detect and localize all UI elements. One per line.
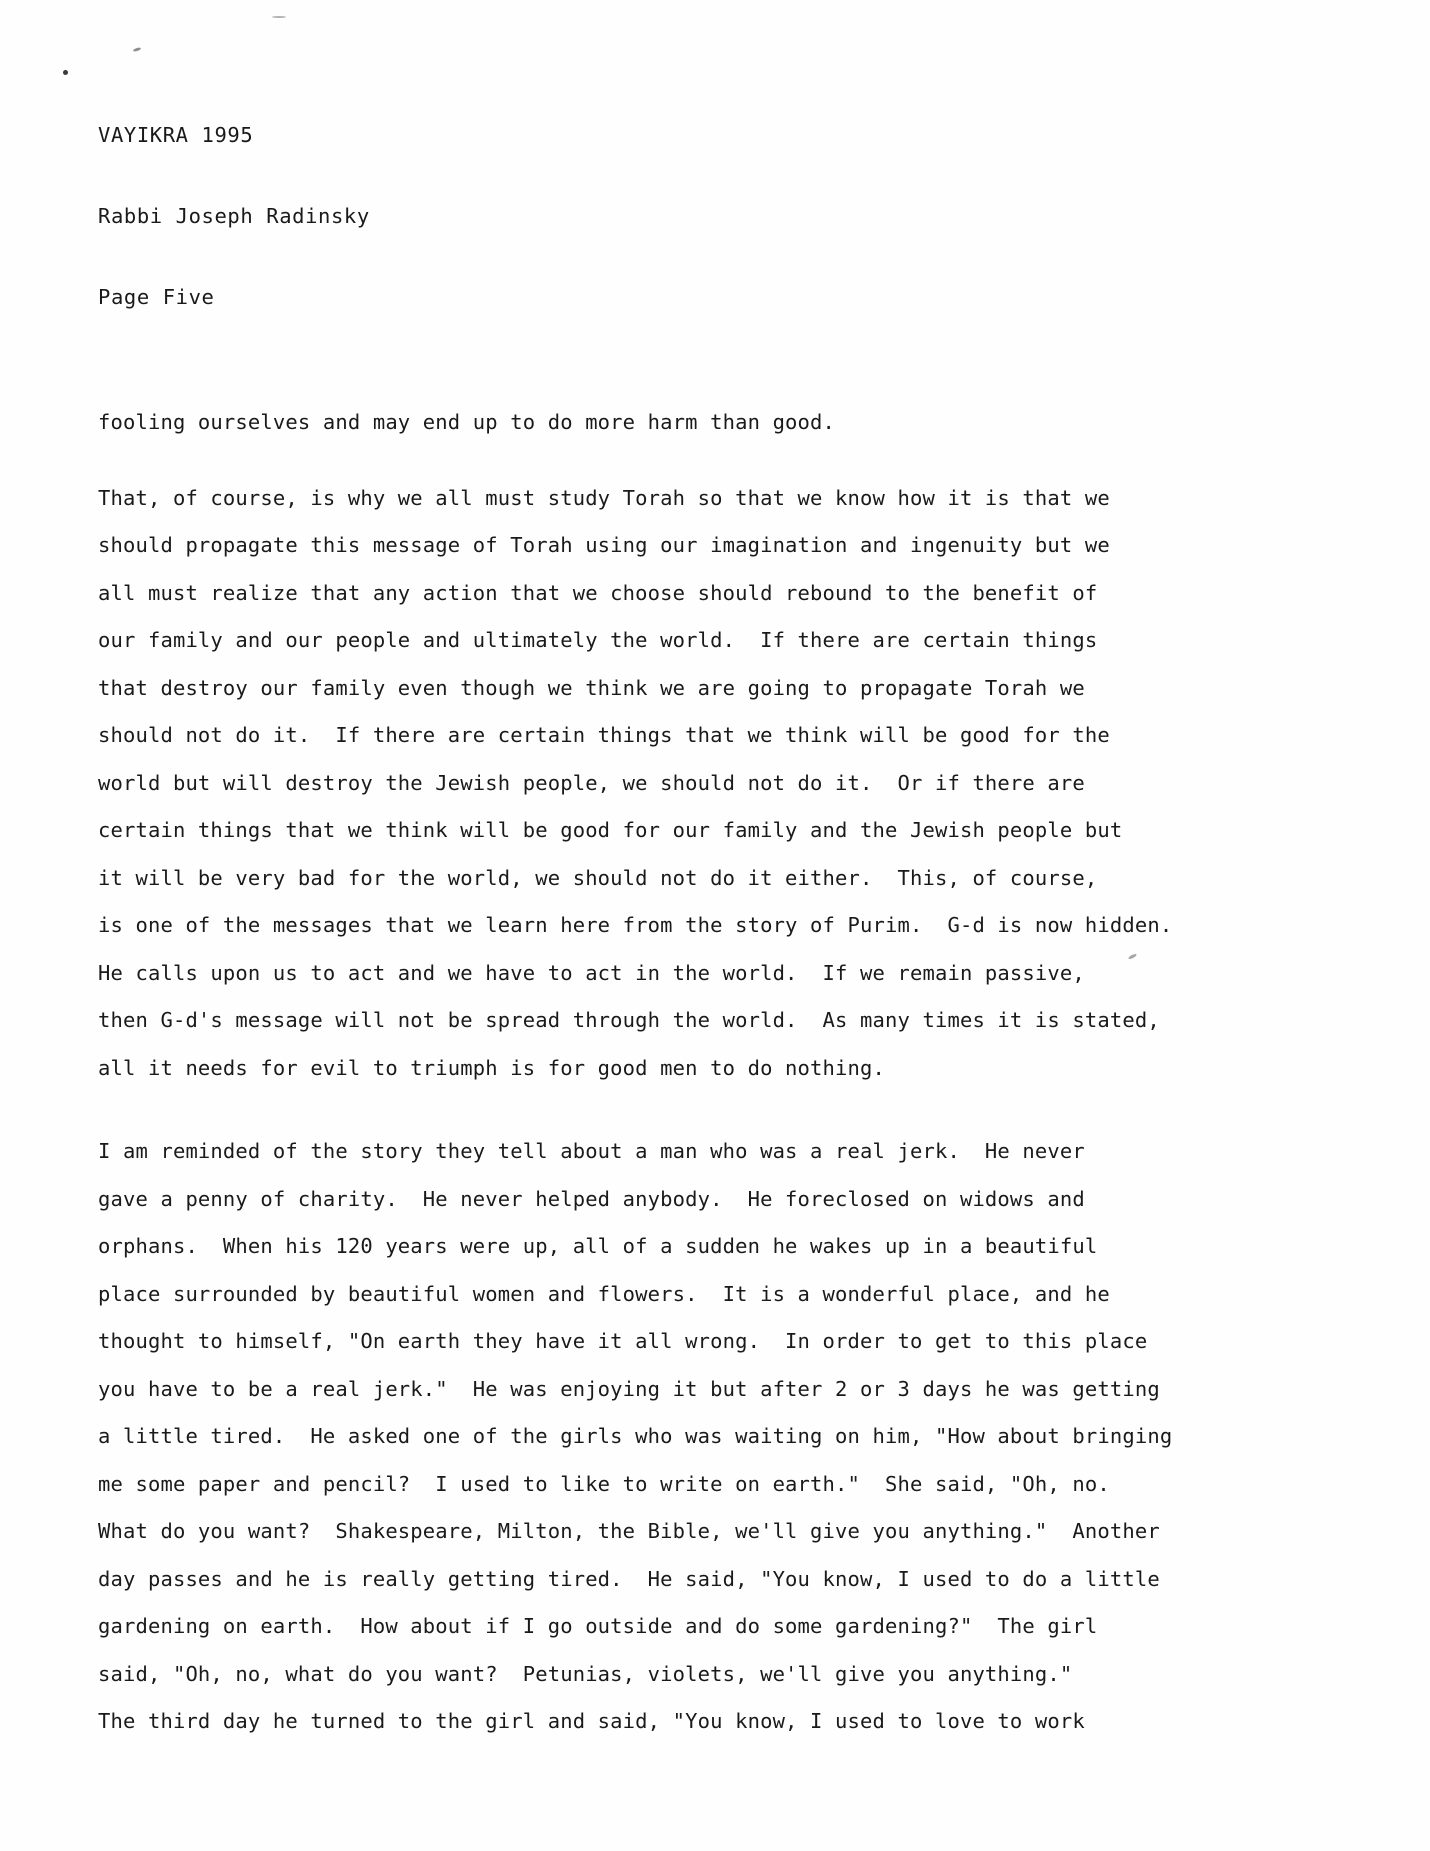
text-line: our family and our people and ultimately the world. If there are certain things (98, 628, 1098, 652)
text-line: He calls upon us to act and we have to act in the world. If we remain passive, (98, 960, 1085, 985)
text-line: all it needs for evil to triumph is for good men to do nothing. (98, 1055, 885, 1080)
spacer (98, 365, 1098, 399)
text-line: then G-d's message will not be spread through the world. As many times it is stated, (98, 1008, 1160, 1032)
text-line: world but will destroy the Jewish people, we should not do it. Or if there are (98, 770, 1085, 795)
text-line: it will be very bad for the world, we should not do it either. This, of course, (98, 865, 1098, 890)
text-line: The third day he turned to the girl and said, "You know, I used to love to work (98, 1709, 1085, 1733)
document-body (98, 68, 1173, 1746)
paragraph-study-torah (98, 475, 1173, 1093)
text-line: you have to be a real jerk." He was enjoying it but after 2 or 3 days he was getting (98, 1376, 1160, 1401)
text-line: a little tired. He asked one of the girls who was waiting on him, "How about bringing (98, 1424, 1173, 1448)
text-line: gave a penny of charity. He never helped anybody. He foreclosed on widows and (98, 1186, 1085, 1211)
text-line: gardening on earth. How about if I go outside and do some gardening?" The girl (98, 1614, 1098, 1638)
text-line: should not do it. If there are certain things that we think will be good for the (98, 723, 1110, 747)
text-line: day passes and he is really getting tired. He said, "You know, I used to do a little (98, 1566, 1160, 1591)
text-line: is one of the messages that we learn here from the story of Purim. G-d is now hidden. (98, 913, 1173, 937)
text-line: orphans. When his 120 years were up, all of a sudden he wakes up in a beautiful (98, 1234, 1098, 1258)
scan-artifact-speck (272, 16, 286, 18)
scan-artifact-speck (63, 70, 68, 75)
paragraph-continuation (98, 399, 1098, 447)
document-author: Rabbi Joseph Radinsky (98, 204, 370, 228)
paragraph-jerk-story (98, 1128, 1173, 1746)
text-line: said, "Oh, no, what do you want? Petunias, violets, we'll give you anything." (98, 1661, 1073, 1686)
text-line: should propagate this message of Torah using our imagination and ingenuity but we (98, 533, 1110, 557)
text-line: thought to himself, "On earth they have it all wrong. In order to get to this place (98, 1329, 1148, 1353)
spacer (98, 1092, 1098, 1128)
document-page-number: Page Five (98, 285, 215, 309)
text-line: place surrounded by beautiful women and flowers. It is a wonderful place, and he (98, 1281, 1110, 1306)
text-line: certain things that we think will be good for our family and the Jewish people but (98, 818, 1123, 842)
document-title: VAYIKRA 1995 (98, 123, 254, 147)
text-line: me some paper and pencil? I used to like to write on earth." She said, "Oh, no. (98, 1471, 1110, 1496)
text-line: What do you want? Shakespeare, Milton, the Bible, we'll give you anything." Another (98, 1519, 1160, 1543)
scan-artifact-speck (1128, 953, 1137, 960)
letterhead (98, 68, 1098, 365)
text-line: all must realize that any action that we choose should rebound to the benefit of (98, 580, 1098, 605)
text-line: fooling ourselves and may end up to do more harm than good. (98, 410, 836, 434)
text-line: That, of course, is why we all must study Torah so that we know how it is that we (98, 485, 1110, 510)
text-line: that destroy our family even though we think we are going to propagate Torah we (98, 675, 1085, 700)
text-line: I am reminded of the story they tell about a man who was a real jerk. He never (98, 1139, 1085, 1163)
spacer (98, 447, 1098, 475)
scan-artifact-speck (133, 47, 142, 52)
